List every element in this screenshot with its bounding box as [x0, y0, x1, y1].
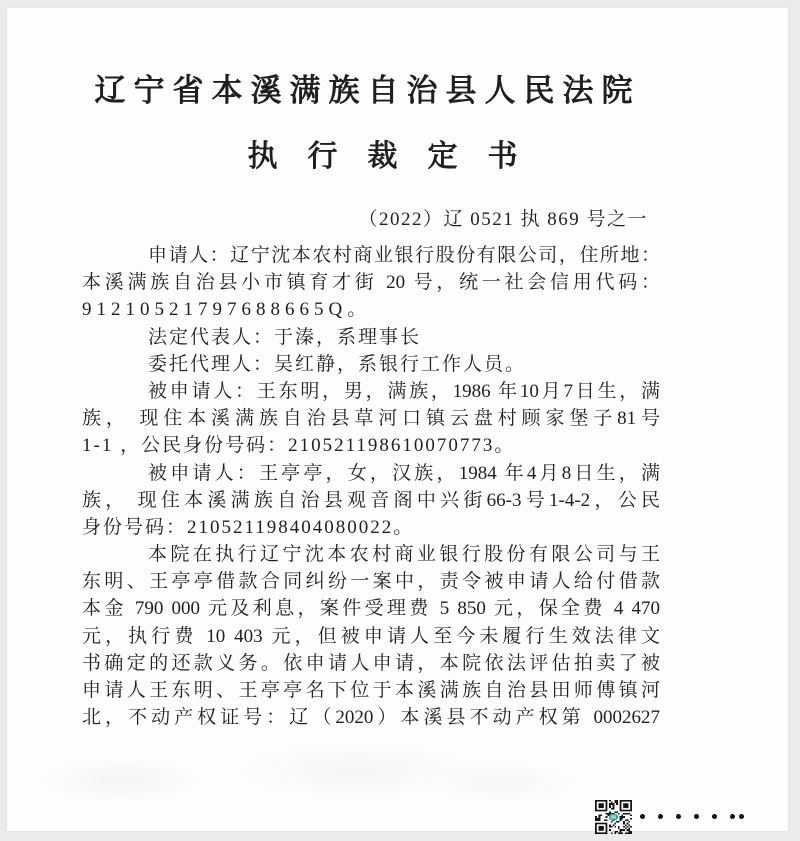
body-line: 元，执行费 10 403 元，但被申请人至今未履行生效法律文	[82, 625, 660, 647]
dot-icon	[712, 814, 717, 819]
dot-icon	[739, 814, 744, 819]
scan-smudge	[42, 758, 202, 803]
body-line: 法定代表人：于溱，系理事长	[148, 326, 422, 348]
case-number: （2022）辽 0521 执 869 号之一	[358, 209, 648, 230]
body-line: 本金 790 000 元及利息，案件受理费 5 850 元，保全费 4 470	[82, 598, 660, 620]
body-line: 被申请人：王亭亭，女，汉族，1984 年4月8日生，满	[148, 462, 660, 484]
body-line: 书确定的还款义务。依申请人申请，本院依法评估拍卖了被	[82, 652, 660, 674]
body-line: 被申请人：王东明，男，满族，1986 年10月7日生，满	[148, 380, 660, 402]
body-line: 本溪满族自治县小市镇育才街 20 号，统一社会信用代码：	[82, 272, 660, 294]
separator-dots	[640, 814, 757, 820]
document-title: 执行裁定书	[247, 140, 548, 173]
body-line: 东明、王亭亭借款合同纠纷一案中，责令被申请人给付借款	[82, 571, 660, 593]
document-body	[82, 242, 660, 731]
body-line: 1-1 ，公民身份号码：210521198610070773。	[82, 435, 516, 457]
dot-icon	[694, 814, 699, 819]
scan-smudge	[237, 743, 477, 798]
body-line: 族， 现住本溪满族自治县观音阁中兴街66-3号1-4-2，公民	[82, 489, 660, 511]
body-line: 本院在执行辽宁沈本农村商业银行股份有限公司与王	[148, 544, 660, 566]
body-line: 身份号码：210521198404080022。	[82, 516, 415, 538]
scan-smudge	[427, 763, 577, 803]
dot-icon	[676, 814, 681, 819]
body-line: 北，不动产权证号：辽（2020）本溪县不动产权第 0002627	[82, 707, 660, 729]
body-line: 申请人：辽宁沈本农村商业银行股份有限公司，住所地：	[148, 245, 660, 266]
body-line: 族， 现住本溪满族自治县草河口镇云盘村顾家堡子81号	[82, 408, 660, 430]
dot-icon	[658, 814, 663, 819]
dot-icon	[730, 814, 735, 819]
body-line: 91210521797688665Q。	[82, 299, 372, 321]
qr-code-icon	[595, 800, 632, 834]
document-page	[7, 8, 788, 831]
body-line: 委托代理人：吴红静，系银行工作人员。	[148, 353, 527, 375]
body-line: 申请人王东明、王亭亭名下位于本溪满族自治县田师傅镇河	[82, 680, 660, 701]
court-name: 辽宁省本溪满族自治县人民法院	[94, 73, 641, 108]
dot-icon	[640, 814, 645, 819]
